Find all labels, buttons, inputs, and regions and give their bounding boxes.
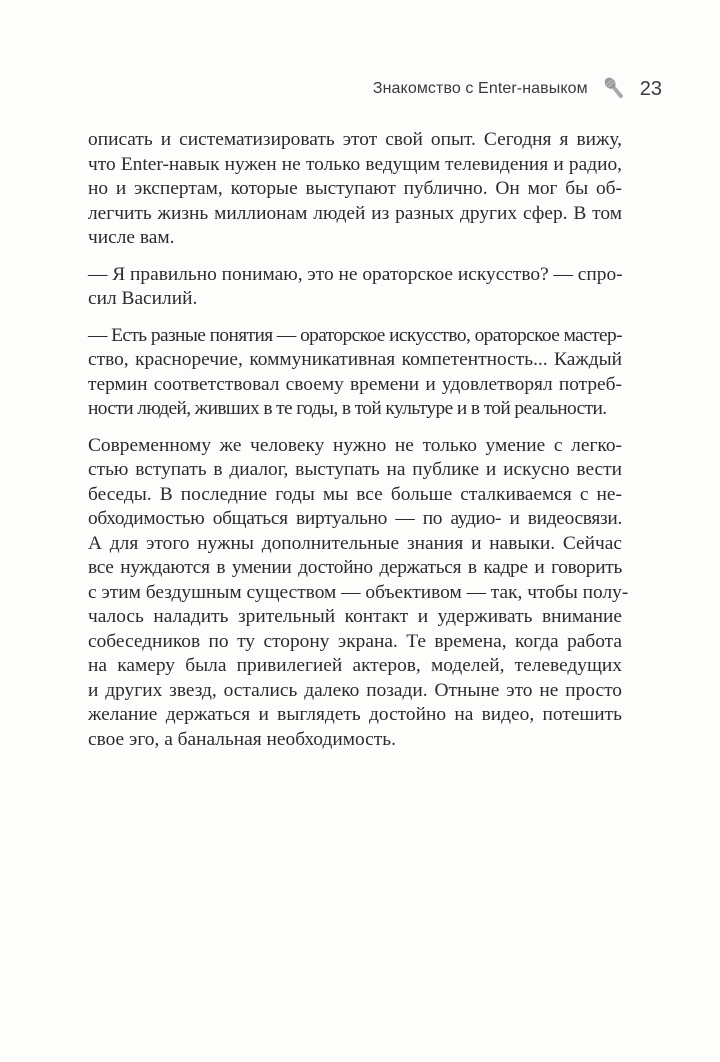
text-line: но и экспертам, которые выступают публично. Он мог бы об-: [88, 178, 622, 199]
chapter-title: Знакомство с Enter-навыком: [372, 80, 588, 97]
text-line: описать и систематизировать этот свой опыт. Сегодня я вижу,: [88, 129, 622, 150]
microphone-icon: [600, 74, 630, 104]
text-line: ство, красноречие, коммуникативная компетентность... Каждый: [88, 349, 622, 370]
text-line: сил Василий.: [88, 288, 198, 309]
text-line: что Enter-навык нужен не только ведущим телевидения и радио,: [88, 153, 622, 175]
text-line: собеседников по ту сторону экрана. Те времена, когда работа: [88, 630, 622, 652]
text-line: Современному же человеку нужно не только умение с легко-: [88, 434, 622, 456]
text-line: — Я правильно понимаю, это не ораторское искусство? — спро-: [88, 263, 623, 285]
paragraph: [88, 434, 629, 753]
text-line: и других звезд, остались далеко позади. Отныне это не просто: [88, 679, 622, 701]
text-line: числе вам.: [88, 227, 175, 248]
paragraph: [88, 324, 622, 422]
text-line: чалось наладить зрительный контакт и удерживать внимание: [88, 606, 622, 627]
text-line: обходимостью общаться виртуально — по аудио- и видеосвязи.: [88, 508, 622, 529]
text-line: на камеру была привилегией актеров, моделей, телеведущих: [88, 655, 622, 676]
text-line: — Есть разные понятия — ораторское искусство, ораторское мастер-: [88, 324, 622, 346]
text-line: все нуждаются в умении достойно держаться в кадре и говорить: [88, 557, 622, 578]
paragraph: [88, 128, 622, 251]
text-line: свое эго, а банальная необходимость.: [88, 728, 396, 750]
text-line: желание держаться и выглядеть достойно на видео, потешить: [88, 704, 622, 725]
body-text: [88, 128, 629, 764]
text-line: А для этого нужны дополнительные знания и навыки. Сейчас: [88, 532, 622, 554]
text-line: беседы. В последние годы мы все больше сталкиваемся с не-: [88, 483, 622, 505]
text-line: термин соответствовал своему времени и удовлетворял потреб-: [88, 373, 622, 395]
page-number: 23: [639, 77, 662, 100]
text-line: с этим бездушным существом — объективом — так, чтобы полу-: [88, 581, 629, 603]
running-head: [300, 72, 670, 106]
paragraph: [88, 263, 622, 312]
text-line: стью вступать в диалог, выступать на публике и искусно вести: [88, 459, 622, 480]
text-line: легчить жизнь миллионам людей из разных других сфер. В том: [88, 202, 622, 224]
text-line: ности людей, живших в те годы, в той культуре и в той реальности.: [88, 398, 607, 419]
